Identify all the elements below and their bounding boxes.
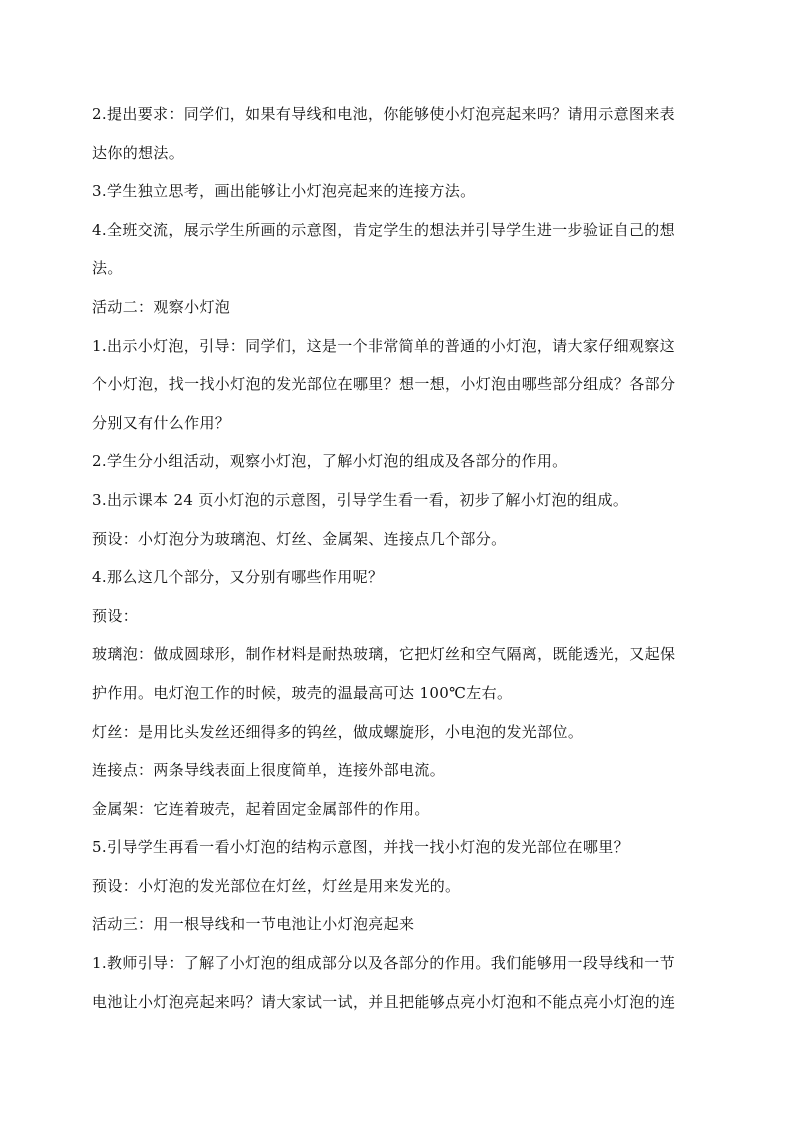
paragraph-line: 5.引导学生再看一看小灯泡的结构示意图，并找一找小灯泡的发光部位在哪里？: [92, 838, 629, 857]
paragraph-line: 玻璃泡：做成圆球形，制作材料是耐热玻璃，它把灯丝和空气隔离，既能透光，又起保: [92, 645, 676, 664]
paragraph-line: 分别又有什么作用？: [92, 413, 231, 432]
paragraph-line: 3.学生独立思考，画出能够让小灯泡亮起来的连接方法。: [92, 182, 476, 201]
paragraph-line: 预设：小灯泡的发光部位在灯丝，灯丝是用来发光的。: [92, 876, 461, 895]
paragraph-line: 个小灯泡，找一找小灯泡的发光部位在哪里？想一想，小灯泡由哪些部分组成？各部分: [92, 375, 676, 394]
paragraph-line: 2.学生分小组活动，观察小灯泡，了解小灯泡的组成及各部分的作用。: [92, 452, 568, 471]
paragraph-line: 电池让小灯泡亮起来吗？请大家试一试，并且把能够点亮小灯泡和不能点亮小灯泡的连: [92, 992, 676, 1011]
paragraph-line: 4.全班交流，展示学生所画的示意图，肯定学生的想法并引导学生进一步验证自己的想: [92, 220, 675, 239]
paragraph-line: 4.那么这几个部分，又分别有哪些作用呢？: [92, 568, 384, 587]
paragraph-line: 达你的想法。: [92, 143, 185, 162]
paragraph-line: 1.出示小灯泡，引导：同学们，这是一个非常简单的普通的小灯泡，请大家仔细观察这: [92, 336, 675, 355]
paragraph-line: 护作用。电灯泡工作的时候，玻壳的温最高可达 100℃左右。: [92, 683, 513, 702]
paragraph-line: 连接点：两条导线表面上很度简单，连接外部电流。: [92, 761, 446, 780]
paragraph-line: 1.教师引导：了解了小灯泡的组成部分以及各部分的作用。我们能够用一段导线和一节: [92, 954, 675, 973]
document-body: [92, 104, 712, 1030]
paragraph-line: 灯丝：是用比头发丝还细得多的钨丝，做成螺旋形，小电泡的发光部位。: [92, 722, 584, 741]
paragraph-line: 预设：小灯泡分为玻璃泡、灯丝、金属架、连接点几个部分。: [92, 529, 507, 548]
section-heading-activity-2: 活动二：观察小灯泡: [92, 297, 231, 316]
paragraph-line: 法。: [92, 259, 123, 278]
paragraph-line: 3.出示课本 24 页小灯泡的示意图，引导学生看一看，初步了解小灯泡的组成。: [92, 490, 629, 509]
paragraph-line: 金属架：它连着玻壳，起着固定金属部件的作用。: [92, 799, 430, 818]
paragraph-line: 预设：: [92, 606, 139, 625]
section-heading-activity-3: 活动三：用一根导线和一节电池让小灯泡亮起来: [92, 915, 415, 934]
paragraph-line: 2.提出要求：同学们，如果有导线和电池，你能够使小灯泡亮起来吗？请用示意图来表: [92, 105, 675, 123]
